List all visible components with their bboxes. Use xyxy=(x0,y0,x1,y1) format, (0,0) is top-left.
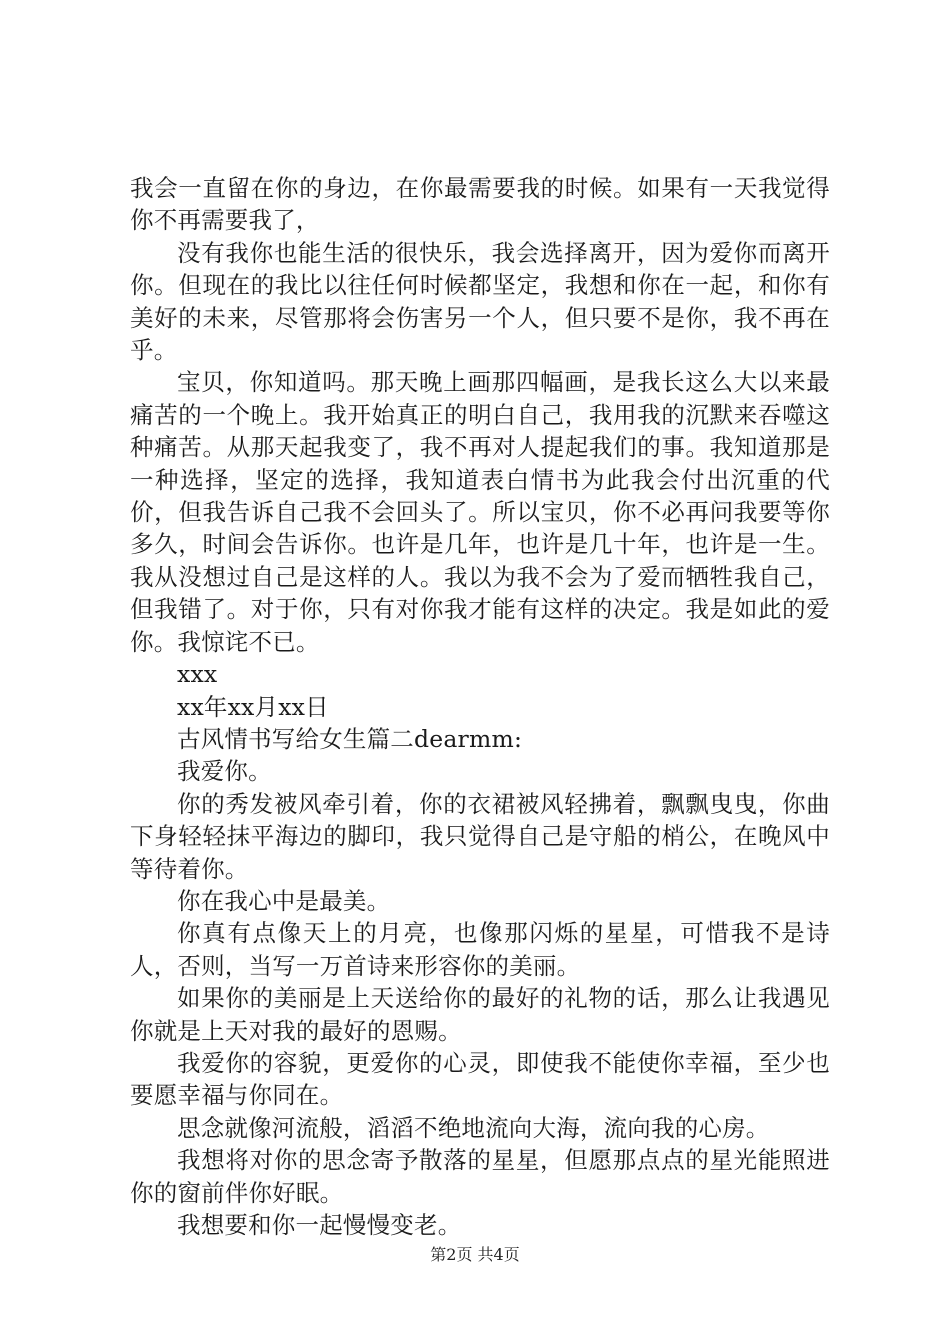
paragraph: 没有我你也能生活的很快乐，我会选择离开，因为爱你而离开你。但现在的我比以往任何时候都坚定，我想和你在一起，和你有美好的未来，尽管那将会伤害另一个人，但只要不是你，我不再在乎。 xyxy=(130,238,830,365)
paragraph: 你在我心中是最美。 xyxy=(177,886,391,915)
paragraph: 我想将对你的思念寄予散落的星星，但愿那点点的星光能照进你的窗前伴你好眠。 xyxy=(130,1146,830,1207)
paragraph: 我爱你的容貌，更爱你的心灵，即使我不能使你幸福，至少也要愿幸福与你同在。 xyxy=(130,1048,830,1110)
paragraph: 我想要和你一起慢慢变老。 xyxy=(177,1211,462,1239)
paragraph: 你真有点像天上的月亮，也像那闪烁的星星，可惜我不是诗人，否则，当写一万首诗来形容你的美丽。 xyxy=(130,919,830,980)
signature-date: xx年xx月xx日 xyxy=(177,692,329,721)
paragraph: 如果你的美丽是上天送给你的最好的礼物的话，那么让我遇见你就是上天对我的最好的恩赐。 xyxy=(130,984,830,1045)
paragraph: 我爱你。 xyxy=(177,757,272,786)
signature-name: xxx xyxy=(177,660,218,689)
paragraph: 思念就像河流般，滔滔不绝地流向大海，流向我的心房。 xyxy=(177,1113,770,1142)
section-heading: 古风情书写给女生篇二dearmm: xyxy=(177,724,523,753)
paragraph: 宝贝，你知道吗。那天晚上画那四幅画，是我长这么大以来最痛苦的一个晚上。我开始真正的明白自己，我用我的沉默来吞噬这种痛苦。从那天起我变了，我不再对人提起我们的事。我知道那是一种选择，坚定的选择，我知道表白情书为此我会付出沉重的代价，但我告诉自己我不会回头了。所以宝贝，你不必再问我要等你多久，时间会告诉你。也许是几年，也许是几十年，也许是一生。我从没想过自己是这样的人。我以为我不会为了爱而牺牲我自己，但我错了。对于你，只有对你我才能有这样的决定。我是如此的爱你。我惊诧不已。 xyxy=(130,368,830,656)
page-number-footer: 第2页 共4页 xyxy=(430,1245,520,1264)
paragraph: 你的秀发被风牵引着，你的衣裙被风轻拂着，飘飘曳曳，你曲下身轻轻抹平海边的脚印，我只觉得自己是守船的梢公，在晚风中等待着你。 xyxy=(130,789,830,883)
document-body xyxy=(130,172,830,1241)
paragraph: 我会一直留在你的身边，在你最需要我的时候。如果有一天我觉得你不再需要我了， xyxy=(130,174,830,235)
